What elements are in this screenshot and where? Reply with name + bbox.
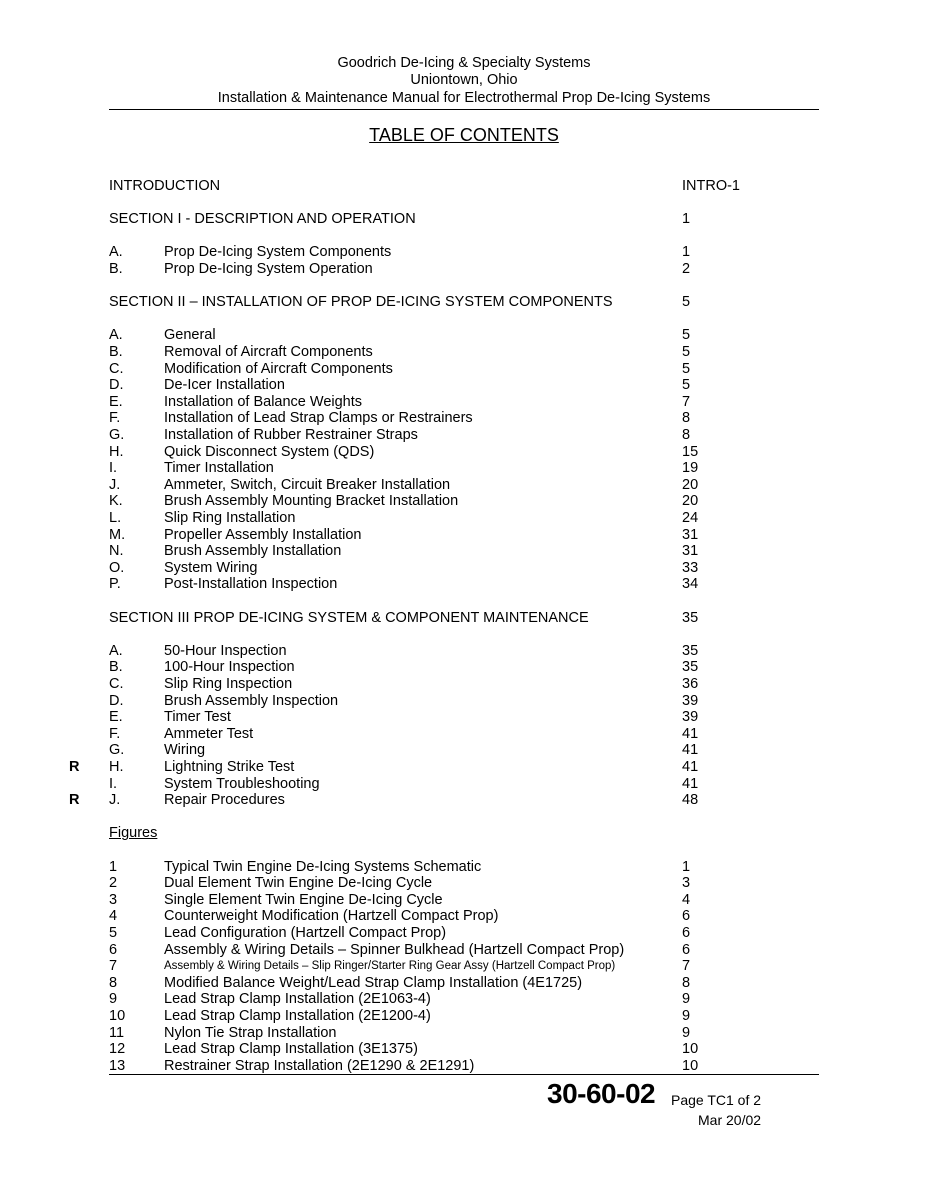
toc-entry-index: B. <box>109 659 123 676</box>
toc-entry-row[interactable] <box>0 444 927 461</box>
toc-section-3[interactable] <box>0 610 927 627</box>
toc-entry-index: D. <box>109 377 124 394</box>
toc-entry-index: E. <box>109 393 123 410</box>
toc-entry-index: P. <box>109 576 121 593</box>
toc-entry-title: Removal of Aircraft Components <box>164 344 373 360</box>
toc-entry-index: F. <box>109 410 121 427</box>
toc-entry-row[interactable] <box>0 510 927 527</box>
toc-entry-title: Ammeter, Switch, Circuit Breaker Installation <box>164 476 451 493</box>
toc-entry-page: 15 <box>682 443 699 460</box>
toc-entry-index: I. <box>109 775 118 792</box>
toc-entry-row[interactable] <box>0 361 927 378</box>
figure-entry-page: 7 <box>682 958 691 975</box>
figure-entry-page: 9 <box>682 991 691 1008</box>
toc-entry-title: General <box>164 327 216 344</box>
figure-entry-index: 6 <box>109 941 118 958</box>
figure-entry-title: Counterweight Modification (Hartzell Compact Prop) <box>164 908 499 925</box>
toc-entry-page: 1 <box>682 244 691 261</box>
toc-entry-index: K. <box>109 493 123 510</box>
figures-heading[interactable] <box>0 825 927 842</box>
figure-entry-row[interactable] <box>0 975 927 992</box>
toc-entry-page: 31 <box>682 543 699 560</box>
toc-entry-index: D. <box>109 692 124 709</box>
toc-entry-title: Installation of Lead Strap Clamps or Restrainers <box>164 410 473 427</box>
toc-entry-title: Post-Installation Inspection <box>164 576 338 593</box>
figure-entry-row[interactable] <box>0 1008 927 1025</box>
figure-entry-row[interactable] <box>0 859 927 876</box>
toc-entry-row[interactable] <box>0 726 927 743</box>
toc-entry-page: 34 <box>682 576 699 593</box>
toc-entry-row[interactable] <box>0 742 927 759</box>
figure-entry-page: 6 <box>682 908 691 925</box>
toc-entry-row[interactable] <box>0 676 927 693</box>
figure-entry-index: 9 <box>109 991 118 1008</box>
figure-entry-index: 12 <box>109 1041 126 1058</box>
toc-entry-title: Prop De-Icing System Operation <box>164 261 373 277</box>
toc-introduction-label: INTRODUCTION <box>109 178 221 194</box>
toc-section-2[interactable] <box>0 294 927 311</box>
toc-entry-page: 8 <box>682 410 691 427</box>
toc-entry-page: 24 <box>682 510 699 526</box>
figure-entry-page: 1 <box>682 858 691 875</box>
footer-rule <box>109 1074 819 1075</box>
toc-entry-index: C. <box>109 360 124 377</box>
toc-entry-title: Slip Ring Inspection <box>164 676 293 692</box>
toc-section-1-label: SECTION I - DESCRIPTION AND OPERATION <box>109 211 416 228</box>
toc-entry-page: 33 <box>682 559 699 576</box>
figure-entry-row[interactable] <box>0 1058 927 1075</box>
figure-entry-page: 4 <box>682 891 691 908</box>
toc-entry-row[interactable] <box>0 576 927 593</box>
figure-entry-title: Single Element Twin Engine De-Icing Cycle <box>164 891 443 908</box>
toc-entry-row[interactable] <box>0 394 927 411</box>
toc-entry-row[interactable] <box>0 377 927 394</box>
toc-entry-row[interactable] <box>0 427 927 444</box>
toc-entry-title: Modification of Aircraft Components <box>164 360 393 377</box>
figure-entry-index: 7 <box>109 958 118 975</box>
toc-entry-row[interactable] <box>0 643 927 660</box>
toc-entry-page: 5 <box>682 327 691 344</box>
figure-entry-index: 3 <box>109 891 118 908</box>
toc-entry-index: A. <box>109 244 123 261</box>
figure-entry-title: Modified Balance Weight/Lead Strap Clamp Installation (4E1725) <box>164 974 583 991</box>
toc-entry-row[interactable] <box>0 659 927 676</box>
header-line-1: Goodrich De-Icing & Specialty Systems <box>337 55 591 71</box>
toc-entry-title: De-Icer Installation <box>164 377 285 394</box>
toc-entry-row[interactable] <box>0 261 927 278</box>
figure-entry-index: 2 <box>109 875 118 892</box>
toc-entry-title: Repair Procedures <box>164 792 285 809</box>
toc-entry-index: E. <box>109 709 123 726</box>
toc-entry-row[interactable] <box>0 477 927 494</box>
toc-entry-index: C. <box>109 676 124 692</box>
toc-entry-page: 20 <box>682 493 699 510</box>
toc-entry-page: 41 <box>682 725 699 742</box>
figure-entry-row[interactable] <box>0 875 927 892</box>
toc-entry-title: Brush Assembly Inspection <box>164 692 339 709</box>
toc-entry-page: 39 <box>682 692 699 709</box>
toc-entry-index: A. <box>109 642 123 659</box>
toc-entry-index: A. <box>109 327 123 344</box>
figure-entry-title: Lead Strap Clamp Installation (2E1063-4) <box>164 991 431 1008</box>
toc-entry-index: B. <box>109 261 123 277</box>
figure-entry-row[interactable] <box>0 925 927 942</box>
toc-section-3-page: 35 <box>682 609 699 626</box>
toc-entry-row[interactable] <box>0 709 927 726</box>
toc-entry-row[interactable] <box>0 410 927 427</box>
toc-entry-row[interactable] <box>0 493 927 510</box>
toc-entry-title: System Wiring <box>164 559 258 576</box>
toc-entry-title: Timer Test <box>164 709 231 726</box>
figure-entry-index: 5 <box>109 925 118 941</box>
toc-entry-title: Timer Installation <box>164 460 274 477</box>
toc-entry-title: 100-Hour Inspection <box>164 659 295 676</box>
toc-entry-index: F. <box>109 725 121 742</box>
toc-entry-title: Installation of Balance Weights <box>164 393 363 410</box>
toc-section-2-label: SECTION II – INSTALLATION OF PROP DE-ICING SYSTEM COMPONENTS <box>109 294 613 311</box>
revision-marker: R <box>69 759 80 775</box>
toc-entry-page: 39 <box>682 709 699 726</box>
figure-entry-index: 13 <box>109 1057 126 1074</box>
toc-entry-index: J. <box>109 792 121 809</box>
toc-entry-row[interactable] <box>0 560 927 577</box>
figure-entry-row[interactable] <box>0 892 927 909</box>
toc-entry-index: H. <box>109 443 124 460</box>
figure-entry-page: 9 <box>682 1008 691 1024</box>
toc-entry-index: H. <box>109 759 124 775</box>
toc-entry-title: Brush Assembly Mounting Bracket Installation <box>164 493 459 510</box>
toc-entry-index: L. <box>109 510 122 526</box>
toc-entry-index: J. <box>109 476 121 493</box>
page-number: Page TC1 of 2 <box>671 1092 762 1108</box>
toc-entry-page: 2 <box>682 261 691 277</box>
toc-entry-page: 31 <box>682 526 699 543</box>
toc-entry-row[interactable] <box>0 543 927 560</box>
toc-entry-title: Slip Ring Installation <box>164 510 296 526</box>
figure-entry-row[interactable] <box>0 1025 927 1042</box>
figure-entry-title: Typical Twin Engine De-Icing Systems Schematic <box>164 858 482 875</box>
figure-entry-title: Nylon Tie Strap Installation <box>164 1024 337 1041</box>
toc-entry-row[interactable] <box>0 776 927 793</box>
toc-entry-index: N. <box>109 543 124 560</box>
toc-section-1[interactable] <box>0 211 927 228</box>
figure-entry-index: 11 <box>109 1024 125 1041</box>
revision-date: Mar 20/02 <box>698 1112 762 1128</box>
toc-section-3-label: SECTION III PROP DE-ICING SYSTEM & COMPONENT MAINTENANCE <box>109 609 589 626</box>
toc-entry-row[interactable] <box>0 460 927 477</box>
toc-entry-row[interactable] <box>0 693 927 710</box>
toc-entry-row[interactable] <box>0 327 927 344</box>
toc-entry-title: Lightning Strike Test <box>164 759 295 775</box>
toc-entry-page: 41 <box>682 742 699 759</box>
figures-heading-label: Figures <box>109 825 158 842</box>
toc-introduction[interactable] <box>0 178 927 195</box>
toc-entry-title: Ammeter Test <box>164 725 254 742</box>
toc-entry-title: Installation of Rubber Restrainer Straps <box>164 427 418 443</box>
revision-marker: R <box>69 792 80 809</box>
figure-entry-row[interactable] <box>0 1041 927 1058</box>
toc-entry-row[interactable] <box>0 792 927 809</box>
figure-entry-page: 6 <box>682 925 691 941</box>
toc-entry-index: B. <box>109 344 123 360</box>
figure-entry-title: Assembly & Wiring Details – Spinner Bulkhead (Hartzell Compact Prop) <box>164 941 625 958</box>
toc-entry-page: 35 <box>682 642 699 659</box>
toc-entry-index: O. <box>109 559 125 576</box>
figure-entry-page: 9 <box>682 1024 691 1041</box>
toc-entry-page: 41 <box>682 759 699 775</box>
toc-entry-page: 20 <box>682 476 699 493</box>
toc-entry-page: 35 <box>682 659 699 676</box>
header-line-3: Installation & Maintenance Manual for Electrothermal Prop De-Icing Systems <box>217 90 711 106</box>
figure-entry-index: 4 <box>109 908 118 925</box>
toc-section-1-page: 1 <box>682 211 691 228</box>
figure-entry-page: 10 <box>682 1057 699 1074</box>
figure-entry-title: Assembly & Wiring Details – Slip Ringer/Starter Ring Gear Assy (Hartzell Compact Prop) <box>164 960 616 973</box>
toc-entry-title: Brush Assembly Installation <box>164 543 342 560</box>
toc-entry-page: 36 <box>682 676 699 692</box>
figure-entry-row[interactable] <box>0 958 927 975</box>
toc-introduction-page: INTRO-1 <box>682 178 740 194</box>
toc-entry-row[interactable] <box>0 344 927 361</box>
toc-entry-title: 50-Hour Inspection <box>164 642 287 659</box>
toc-entry-index: I. <box>109 460 118 477</box>
toc-entry-page: 5 <box>682 360 691 377</box>
toc-entry-page: 5 <box>682 377 691 394</box>
toc-entry-row[interactable] <box>0 244 927 261</box>
figure-entry-page: 3 <box>682 875 691 892</box>
document-code: 30-60-02 <box>547 1078 656 1109</box>
figure-entry-index: 1 <box>109 858 118 875</box>
figure-entry-page: 6 <box>682 941 691 958</box>
toc-entry-page: 7 <box>682 393 691 410</box>
header-line-2: Uniontown, Ohio <box>410 72 518 88</box>
figure-entry-row[interactable] <box>0 991 927 1008</box>
figure-entry-title: Lead Strap Clamp Installation (2E1200-4) <box>164 1008 431 1024</box>
toc-entry-title: Quick Disconnect System (QDS) <box>164 443 375 460</box>
figure-entry-index: 8 <box>109 974 118 991</box>
toc-entry-page: 41 <box>682 775 699 792</box>
toc-entry-title: Wiring <box>164 742 206 759</box>
toc-entry-page: 19 <box>682 460 699 477</box>
figure-entry-row[interactable] <box>0 942 927 959</box>
toc-entry-index: M. <box>109 526 126 543</box>
toc-entry-page: 48 <box>682 792 699 809</box>
figure-entry-row[interactable] <box>0 908 927 925</box>
toc-entry-title: System Troubleshooting <box>164 775 320 792</box>
figure-entry-page: 10 <box>682 1041 699 1058</box>
toc-section-2-page: 5 <box>682 294 691 311</box>
figure-entry-index: 10 <box>109 1008 126 1024</box>
figure-entry-title: Lead Strap Clamp Installation (3E1375) <box>164 1041 418 1058</box>
page-title: TABLE OF CONTENTS <box>369 125 559 145</box>
toc-entry-index: G. <box>109 742 125 759</box>
toc-entry-row[interactable] <box>0 527 927 544</box>
toc-entry-index: G. <box>109 427 125 443</box>
figure-entry-title: Restrainer Strap Installation (2E1290 & 2E1291) <box>164 1057 475 1074</box>
figure-entry-title: Lead Configuration (Hartzell Compact Prop) <box>164 925 447 941</box>
figure-entry-title: Dual Element Twin Engine De-Icing Cycle <box>164 875 433 892</box>
toc-entry-title: Prop De-Icing System Components <box>164 244 392 261</box>
figure-entry-page: 8 <box>682 974 691 991</box>
toc-entry-title: Propeller Assembly Installation <box>164 526 362 543</box>
toc-entry-page: 5 <box>682 344 691 360</box>
toc-entry-row[interactable] <box>0 759 927 776</box>
toc-entry-page: 8 <box>682 427 691 443</box>
